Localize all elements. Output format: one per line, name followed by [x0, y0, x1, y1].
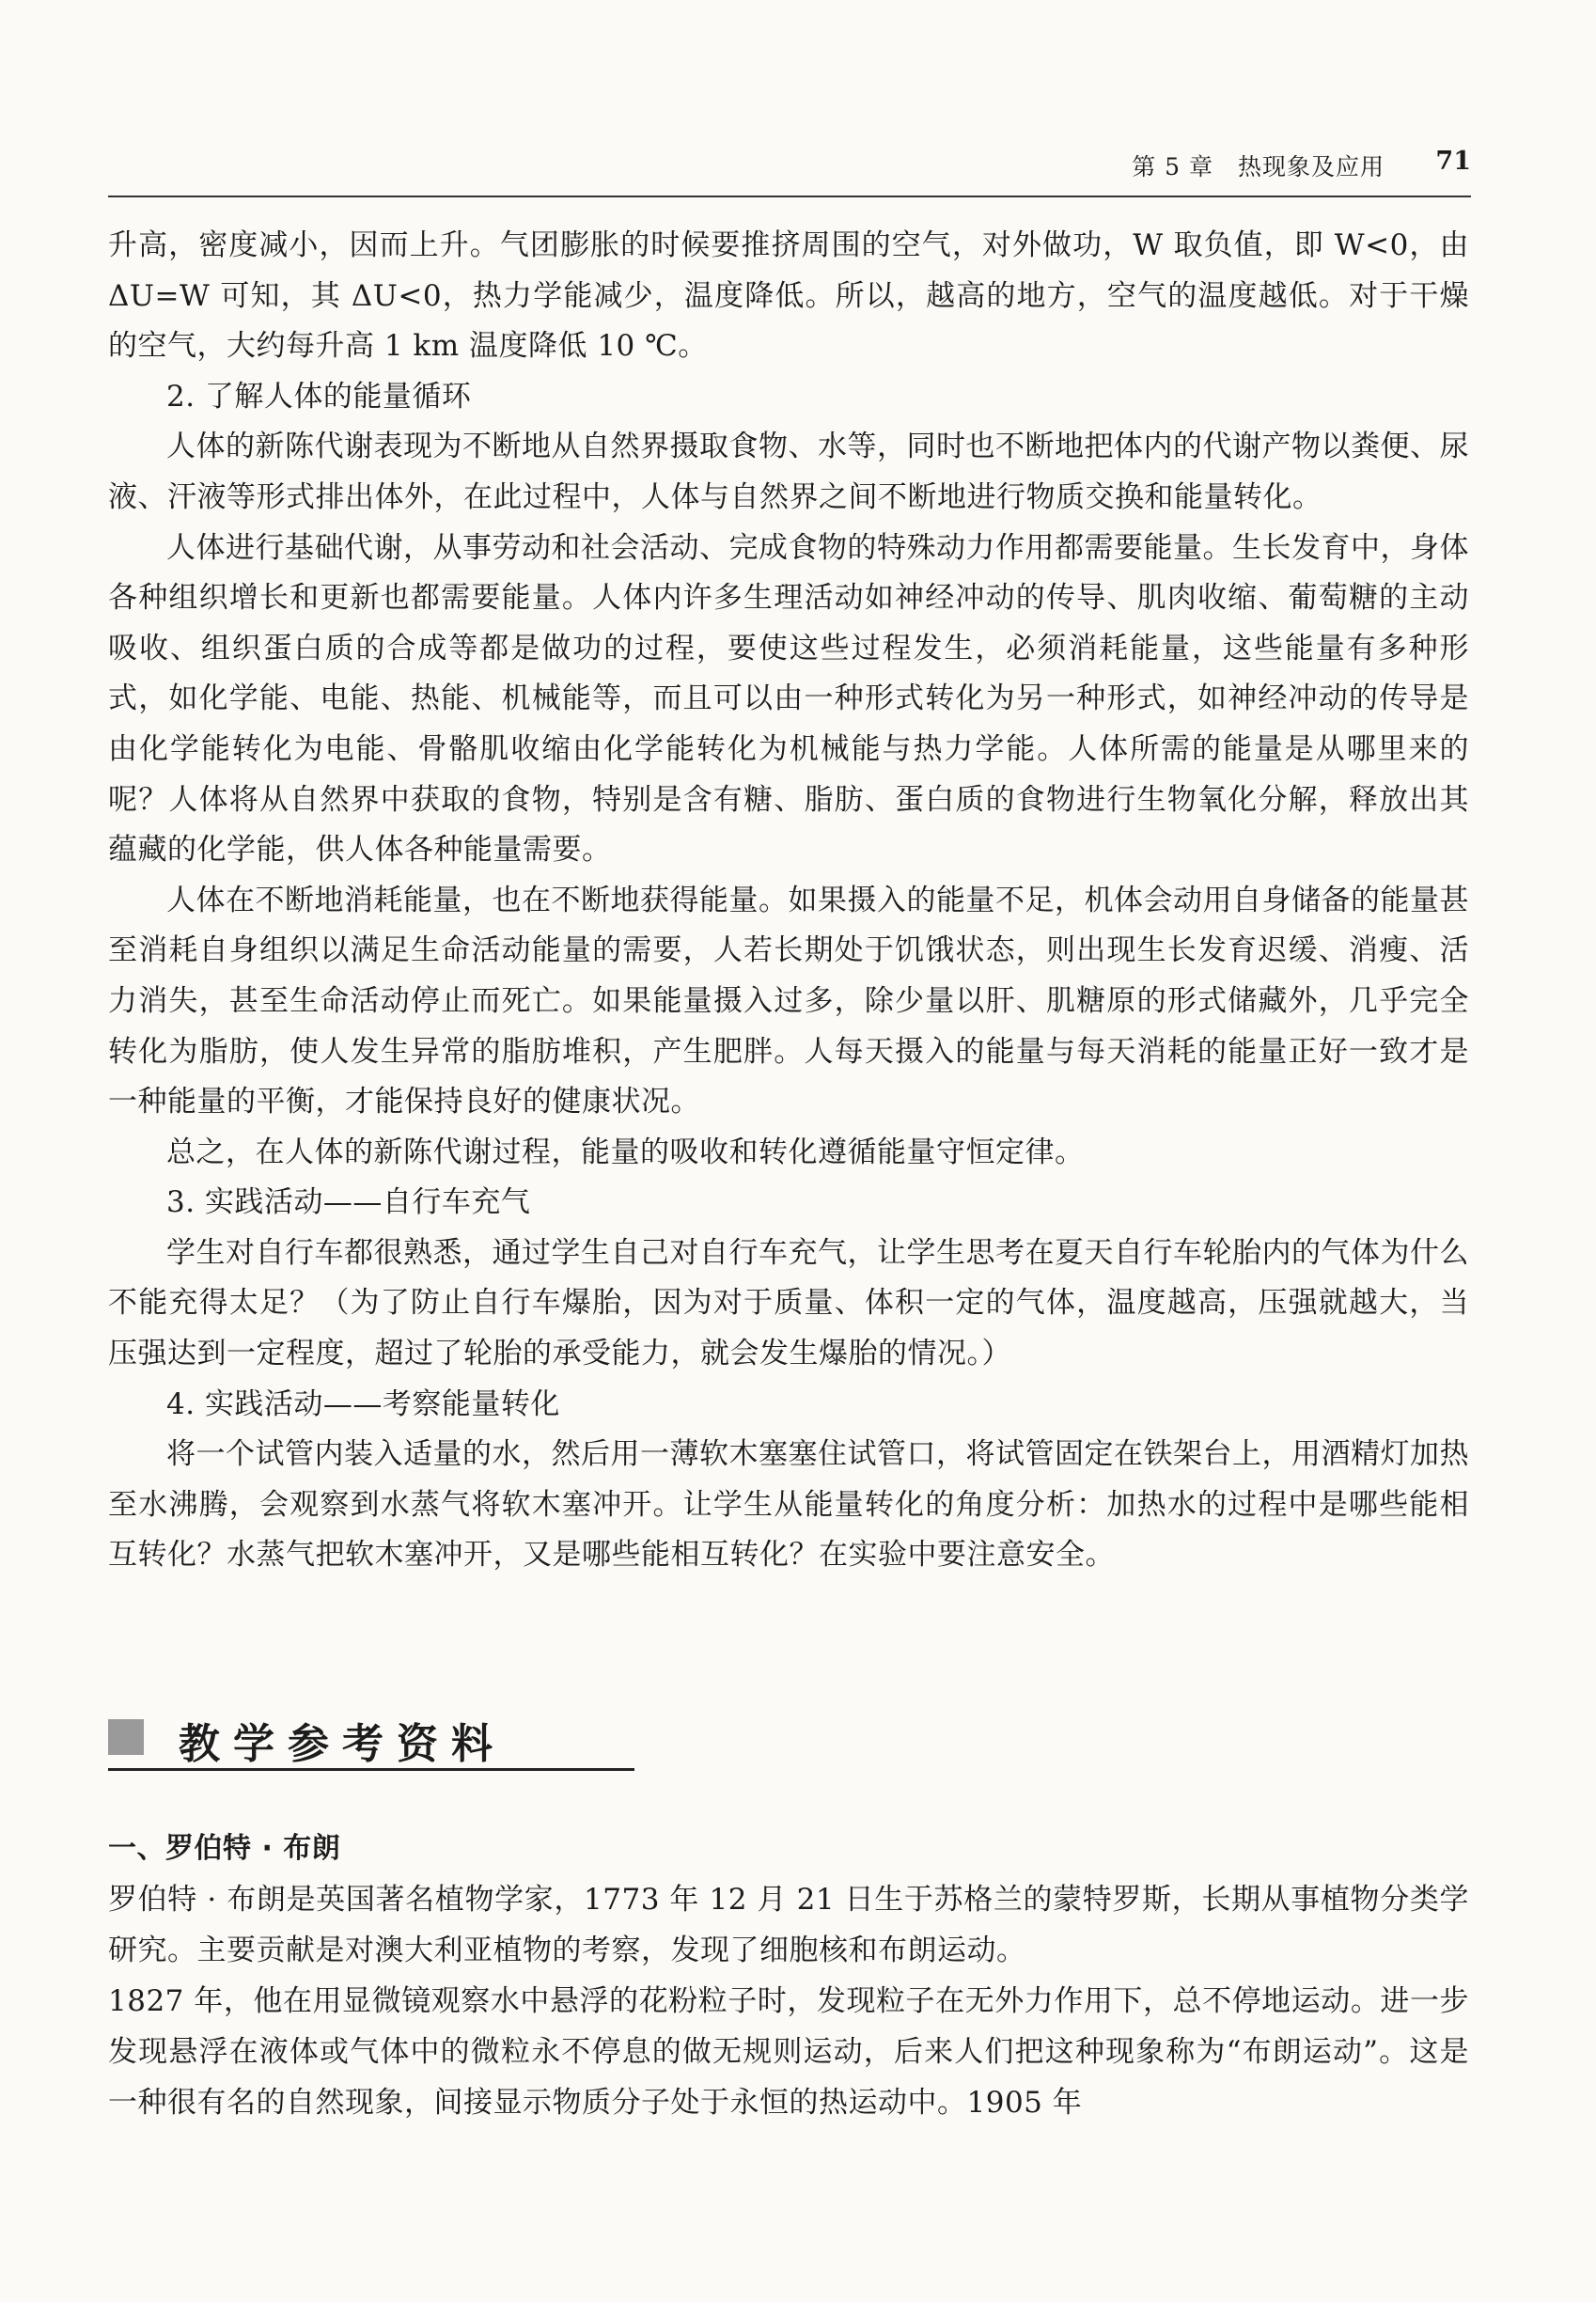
page-number: 71 — [1435, 147, 1471, 176]
section-heading — [108, 1706, 634, 1771]
paragraph: 总之，在人体的新陈代谢过程，能量的吸收和转化遵循能量守恒定律。 — [166, 1135, 1085, 1169]
paragraph: 人体进行基础代谢，从事劳动和社会活动、完成食物的特殊动力作用都需要能量。生长发育中，身体各种组织增长和更新也都需要能量。人体内许多生理活动如神经冲动的传导、肌肉收缩、葡萄糖的主动吸收、组织蛋白质的合成等都是做功的过程，要使这些过程发生，必须消耗能量，这些能量有多种形式，如化学能、电能、热能、机械能等，而且可以由一种形式转化为另一种形式，如神经冲动的传导是由化学能转化为电能、骨骼肌收缩由化学能转化为机械能与热力学能。人体所需的能量是从哪里来的呢？人体将从自然界中获取的食物，特别是含有糖、脂肪、蛋白质的食物进行生物氧化分解，释放出其蕴藏的化学能，供人体各种能量需要。 — [108, 530, 1469, 868]
paragraph: 人体的新陈代谢表现为不断地从自然界摄取食物、水等，同时也不断地把体内的代谢产物以粪便、尿液、汗液等形式排出体外，在此过程中，人体与自然界之间不断地进行物质交换和能量转化。 — [108, 430, 1469, 514]
reference-text — [108, 1824, 1469, 2128]
subheading: 4. 实践活动——考察能量转化 — [166, 1386, 560, 1421]
square-marker-icon — [108, 1719, 144, 1755]
paragraph: 罗伯特 · 布朗是英国著名植物学家，1773 年 12 月 21 日生于苏格兰的蒙特罗斯，长期从事植物分类学研究。主要贡献是对澳大利亚植物的考察，发现了细胞核和布朗运动。 — [108, 1883, 1469, 1967]
paragraph: 1827 年，他在用显微镜观察水中悬浮的花粉粒子时，发现粒子在无外力作用下，总不停地运动。进一步发现悬浮在液体或气体中的微粒永不停息的做无规则运动，后来人们把这种现象称为“布朗运动”。这是一种很有名的自然现象，间接显示物质分子处于永恒的热运动中。1905 年 — [108, 1984, 1469, 2120]
page-header — [108, 139, 1471, 197]
reference-subheading: 一、罗伯特 · 布朗 — [108, 1832, 341, 1865]
main-text — [108, 221, 1469, 1581]
subheading: 2. 了解人体的能量循环 — [166, 379, 472, 414]
paragraph: 升高，密度减小，因而上升。气团膨胀的时候要推挤周围的空气，对外做功，W 取负值，即 W<0，由 ΔU=W 可知，其 ΔU<0，热力学能减少，温度降低。所以，越高的地方，空气的温度越低。对于干燥的空气，大约每升高 1 km 温度降低 10 ℃。 — [108, 228, 1469, 364]
paragraph: 学生对自行车都很熟悉，通过学生自己对自行车充气，让学生思考在夏天自行车轮胎内的气体为什么不能充得太足？（为了防止自行车爆胎，因为对于质量、体积一定的气体，温度越高，压强就越大，当压强达到一定程度，超过了轮胎的承受能力，就会发生爆胎的情况。） — [108, 1235, 1469, 1371]
paragraph: 将一个试管内装入适量的水，然后用一薄软木塞塞住试管口，将试管固定在铁架台上，用酒精灯加热至水沸腾，会观察到水蒸气将软木塞冲开。让学生从能量转化的角度分析：加热水的过程中是哪些能相互转化？水蒸气把软木塞冲开，又是哪些能相互转化？在实验中要注意安全。 — [108, 1437, 1469, 1573]
section-title: 教学参考资料 — [179, 1720, 506, 1768]
paragraph: 人体在不断地消耗能量，也在不断地获得能量。如果摄入的能量不足，机体会动用自身储备的能量甚至消耗自身组织以满足生命活动能量的需要，人若长期处于饥饿状态，则出现生长发育迟缓、消瘦、活力消失，甚至生命活动停止而死亡。如果能量摄入过多，除少量以肝、肌糖原的形式储藏外，几乎完全转化为脂肪，使人发生异常的脂肪堆积，产生肥胖。人每天摄入的能量与每天消耗的能量正好一致才是一种能量的平衡，才能保持良好的健康状况。 — [108, 883, 1469, 1120]
chapter-title: 第 5 章 热现象及应用 — [1132, 153, 1385, 180]
subheading: 3. 实践活动——自行车充气 — [166, 1185, 531, 1220]
